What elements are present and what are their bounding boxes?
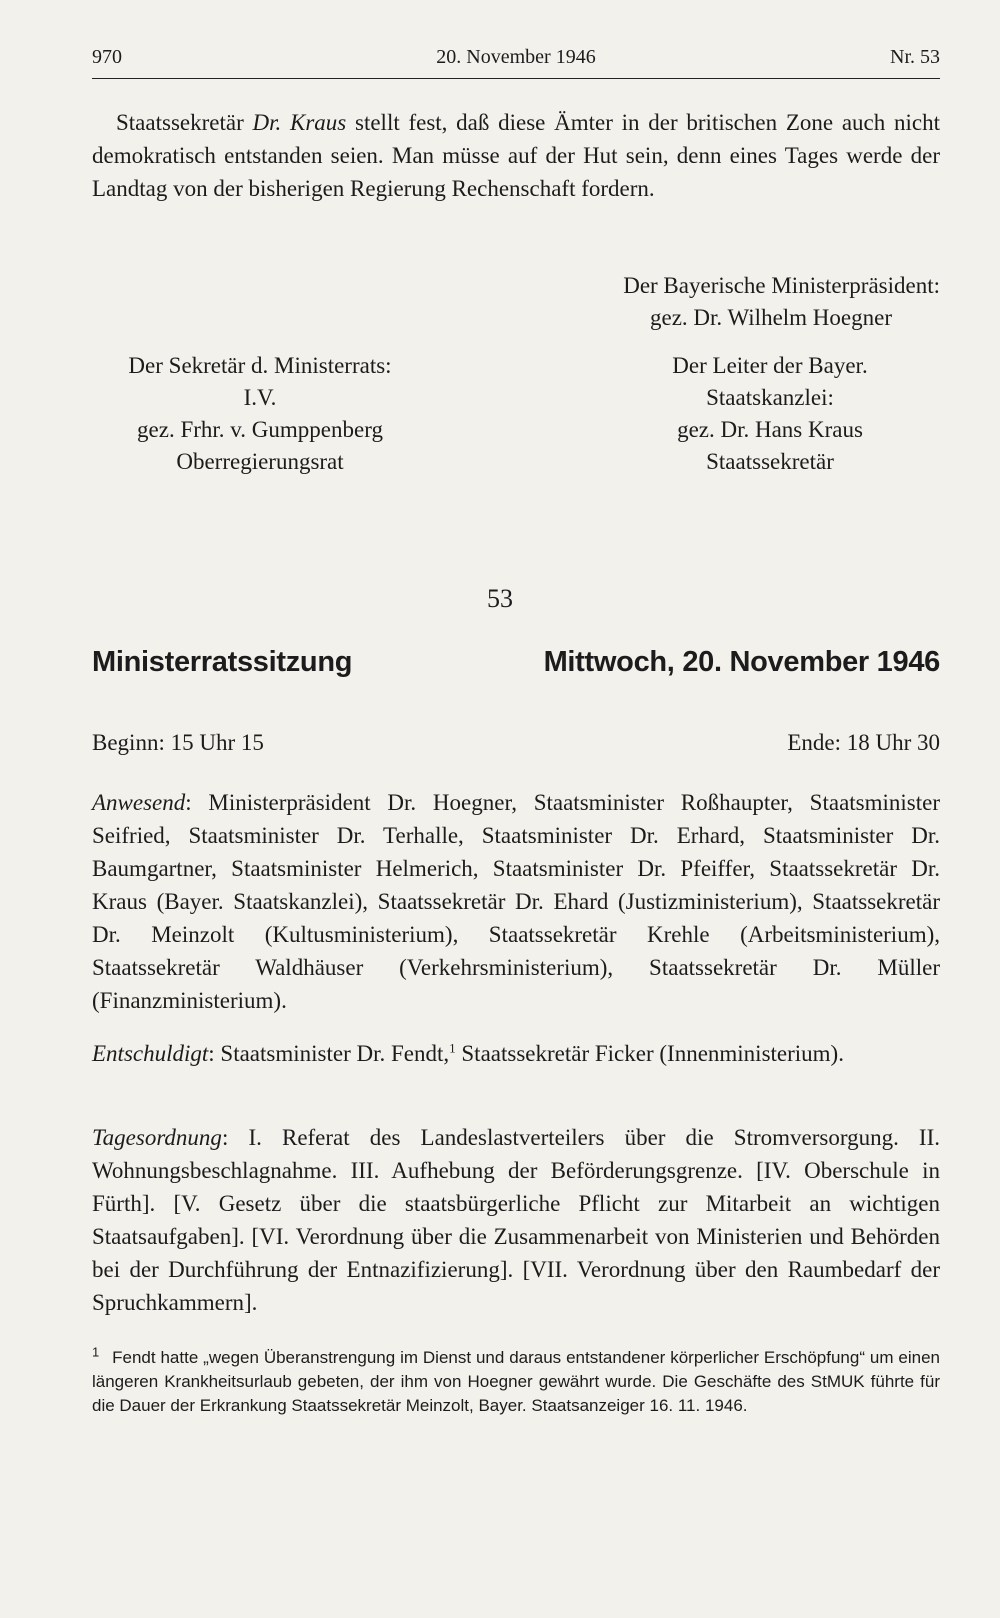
session-date: Mittwoch, 20. November 1946	[543, 646, 940, 678]
intro-title-prefix: Staatssekretär	[116, 110, 244, 135]
left-sig-line1: Der Sekretär d. Ministerrats:	[128, 353, 392, 378]
left-signature	[100, 350, 420, 478]
present-label: Anwesend	[92, 790, 186, 815]
left-sig-line2: I.V.	[243, 385, 277, 410]
right-sig-line3: gez. Dr. Hans Kraus	[677, 417, 863, 442]
footnote-mark: 1	[92, 1344, 100, 1360]
president-name: gez. Dr. Wilhelm Hoegner	[650, 305, 892, 330]
page-header	[92, 46, 940, 79]
president-title: Der Bayerische Ministerpräsident:	[623, 273, 940, 298]
footnote-text: Fendt hatte „wegen Überanstrengung im Dienst und daraus entstandener körperlicher Erschöpfung“ um einen längeren Krankheitsurlaub gebeten, der ihm von Hoegner gewährt wurde. Die Geschäfte des StMUK führte für die Dauer der Erkrankung Staatssekretär Meinzolt, Bayer. Staatsanzeiger 16. 11. 1946.	[92, 1348, 940, 1415]
footnote	[92, 1346, 940, 1418]
intro-speaker: Dr. Kraus	[252, 110, 347, 135]
left-sig-line3: gez. Frhr. v. Gumppenberg	[137, 417, 383, 442]
session-end: Ende: 18 Uhr 30	[787, 730, 940, 755]
page-number: 970	[92, 46, 122, 68]
session-number: 53	[487, 584, 513, 613]
session-start: Beginn: 15 Uhr 15	[92, 730, 264, 755]
excused-text-before: Staatsminister Dr. Fendt,	[220, 1041, 450, 1066]
excused-label: Entschuldigt	[92, 1041, 209, 1066]
president-signature	[623, 270, 940, 334]
left-sig-line4: Oberregierungsrat	[176, 449, 344, 474]
footnote-ref[interactable]: 1	[449, 1040, 456, 1056]
agenda-text: I. Referat des Landeslastverteilers über die Stromversorgung. II. Wohnungsbeschlagnahme. III. Aufhebung der Beförderungsgrenze. [IV. Oberschule in Fürth]. [V. Gesetz über die staatsbürgerliche Pflicht zur Mitarbeit an wichtigen Staatsaufgaben]. [VI. Verordnung über die Zusammenarbeit von Ministerien und Behörden bei der Durchführung der Entnazifizierung]. [VII. Verordnung über den Raumbedarf der Spruchkammern].	[92, 1125, 941, 1315]
right-sig-line4: Staatssekretär	[706, 449, 834, 474]
header-issue: Nr. 53	[890, 46, 940, 68]
right-sig-line1: Der Leiter der Bayer.	[672, 353, 868, 378]
present-paragraph: Anwesend: Ministerpräsident Dr. Hoegner, Staatsminister Roßhaupter, Staatsminister Seifried, Staatsminister Dr. Terhalle, Staatsminister Dr. Erhard, Staatsminister Dr. Baumgartner, Staatsminister Helmerich, Staatsminister Dr. Pfeiffer, Staatssekretär Dr. Kraus (Bayer. Staatskanzlei), Staatssekretär Dr. Ehard (Justizministerium), Staatssekretär Dr. Meinzolt (Kultusministerium), Staatssekretär Krehle (Arbeitsministerium), Staatssekretär Waldhäuser (Verkehrsministerium), Staatssekretär Dr. Müller (Finanzministerium).	[92, 790, 940, 1013]
present-text: Ministerpräsident Dr. Hoegner, Staatsminister Roßhaupter, Staatsminister Seifried, Staatsminister Dr. Terhalle, Staatsminister Dr. Erhard, Staatsminister Dr. Baumgartner, Staatsminister Helmerich, Staatsminister Dr. Pfeiffer, Staatssekretär Dr. Kraus (Bayer. Staatskanzlei), Staatssekretär Dr. Ehard (Justizministerium), Staatssekretär Dr. Meinzolt (Kultusministerium), Staatssekretär Krehle (Arbeitsministerium), Staatssekretär Waldhäuser (Verkehrsministerium), Staatssekretär Dr. Müller (Finanzministerium).	[92, 790, 940, 1013]
right-sig-line2: Staatskanzlei:	[706, 385, 834, 410]
intro-paragraph	[92, 106, 940, 205]
agenda-paragraph: Tagesordnung: I. Referat des Landeslastverteilers über die Stromversorgung. II. Wohnungsbeschlagnahme. III. Aufhebung der Beförderungsgrenze. [IV. Oberschule in Fürth]. [V. Gesetz über die staatsbürgerliche Pflicht zur Mitarbeit an wichtigen Staatsaufgaben]. [VI. Verordnung über die Zusammenarbeit von Ministerien und Behörden bei der Durchführung der Entnazifizierung]. [VII. Verordnung über den Raumbedarf der Spruchkammern].	[92, 1125, 941, 1315]
right-signature	[620, 350, 920, 478]
header-date: 20. November 1946	[436, 46, 596, 68]
agenda-label: Tagesordnung	[92, 1125, 222, 1150]
session-title: Ministerratssitzung	[92, 646, 353, 678]
excused-paragraph: Entschuldigt: Staatsminister Dr. Fendt,$^1$ Staatssekretär Ficker (Innenministerium).	[92, 1040, 844, 1066]
excused-text-after: Staatssekretär Ficker (Innenministerium).	[461, 1041, 844, 1066]
intro-text: stellt fest, daß diese Ämter in der britischen Zone auch nicht demokratisch entstanden seien. Man müsse auf der Hut sein, denn eines Tages werde der Landtag von der bisherigen Regierung Rechenschaft fordern.	[92, 110, 940, 201]
